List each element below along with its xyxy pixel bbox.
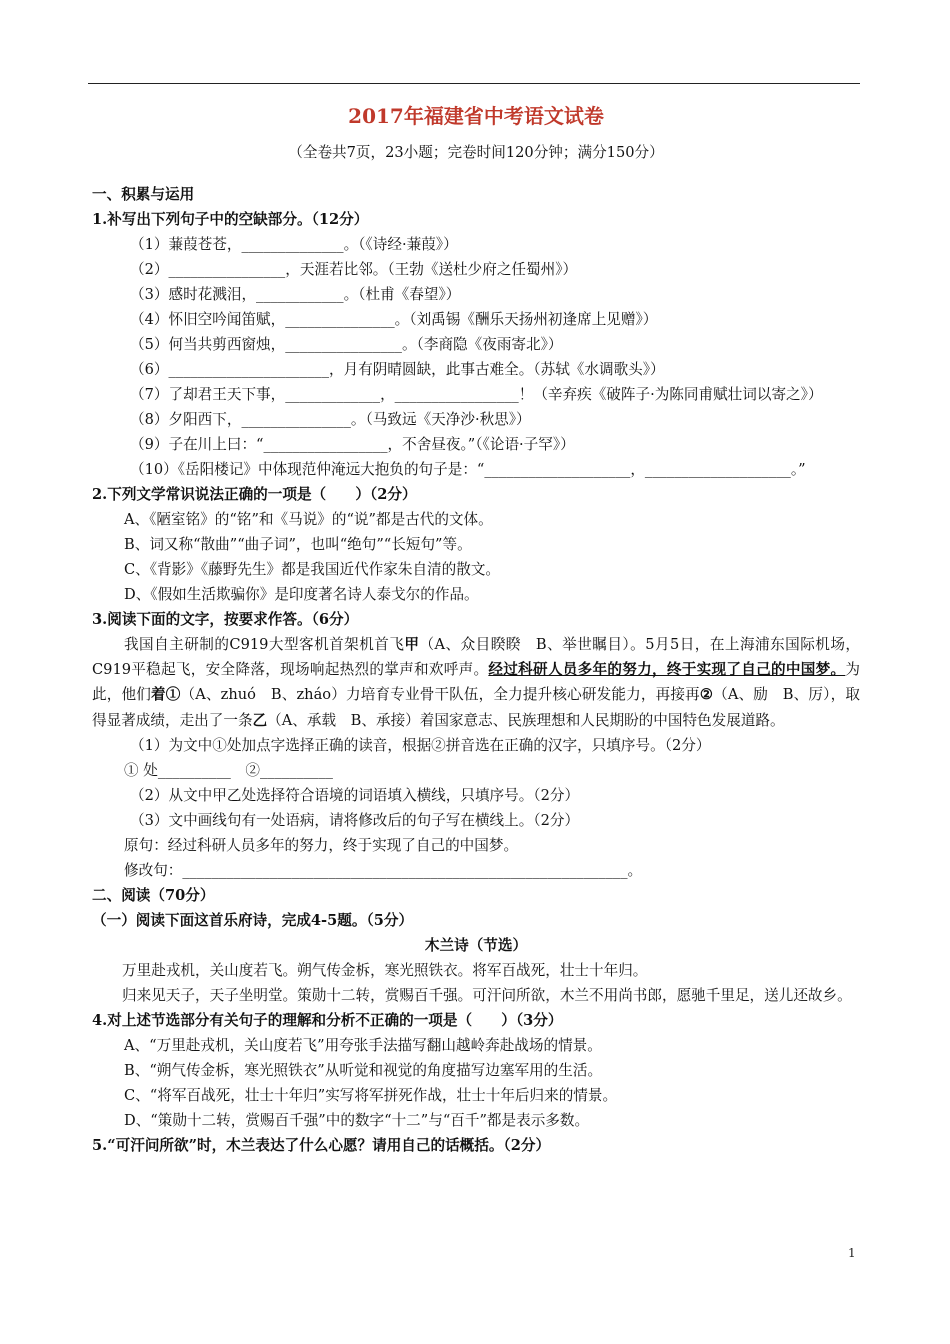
exam-title: 2017年福建省中考语文试卷 xyxy=(348,104,604,128)
q3-revised-sentence: 修改句：_____________________________________________________________。 xyxy=(124,861,643,879)
question-2-title: 2.下列文学常识说法正确的一项是（ ）（2分） xyxy=(92,486,417,503)
q1-item: （7）了却君王天下事，_____________，_________________！（辛弃疾《破阵子·为陈同甫赋壮词以寄之》） xyxy=(130,386,823,403)
reading-part-1-heading: （一）阅读下面这首乐府诗，完成4-5题。（5分） xyxy=(92,911,414,929)
question-1-title: 1.补写出下列句子中的空缺部分。（12分） xyxy=(92,211,369,228)
mark-jia: 甲 xyxy=(404,636,420,653)
passage-text: （A、承载 B、承接）着国家意志、民族理想和人民期盼的中国特色发展道路。 xyxy=(267,711,785,729)
section-heading-1: 一、积累与运用 xyxy=(92,186,195,203)
q3-original-sentence: 原句：经过科研人员多年的努力，终于实现了自己的中国梦。 xyxy=(124,836,519,854)
q1-item: （4）怀旧空吟闻笛赋，_______________。（刘禹锡《酬乐天扬州初逢席上见赠》） xyxy=(130,311,658,328)
q2-option: C、《背影》《藤野先生》都是我国近代作家朱自清的散文。 xyxy=(124,561,501,578)
circle-marker-1: ① xyxy=(165,686,181,704)
q1-item: （6）______________________，月有阴晴圆缺，此事古难全。（苏轼《水调歌头》） xyxy=(130,361,665,378)
passage-text: （A、众目睽睽 B、举世瞩目）。5月5日，在上海浦东国际机场，C919平稳起飞，安全降落，现场响起热烈的掌声和欢呼声。 xyxy=(92,636,860,679)
question-4-title: 4.对上述节选部分有关句子的理解和分析不正确的一项是（ ）（3分） xyxy=(92,1011,563,1029)
q3-passage xyxy=(92,632,860,733)
q4-option: B、“朔气传金柝，寒光照铁衣”从听觉和视觉的角度描写边塞军用的生活。 xyxy=(124,1061,603,1079)
exam-page xyxy=(92,100,860,1158)
passage-text: 为此，他们 xyxy=(92,661,860,704)
underlined-sentence: 经过科研人员多年的努力，终于实现了自己的中国梦。 xyxy=(488,661,846,679)
top-rule xyxy=(88,83,860,84)
q1-item: （1）蒹葭苍苍，______________。（《诗经·蒹葭》） xyxy=(130,236,458,253)
question-5-title: 5.“可汗问所欲”时，木兰表达了什么心愿？请用自己的话概括。（2分） xyxy=(92,1136,551,1154)
passage-text: （A、励 B、厉），取得显著成绩，走出了一条 xyxy=(92,686,860,729)
q3-sub: （3）文中画线句有一处语病，请将修改后的句子写在横线上。（2分） xyxy=(130,811,580,829)
q2-option: D、《假如生活欺骗你》是印度著名诗人泰戈尔的作品。 xyxy=(124,586,479,603)
mark-zhe: 着 xyxy=(151,686,166,704)
q1-item: （8）夕阳西下，_______________。（马致远《天净沙·秋思》） xyxy=(130,411,531,428)
circle-marker-2: ② xyxy=(699,686,714,704)
passage-text: 我国自主研制的C919大型客机首架机首飞 xyxy=(124,636,405,653)
q1-item: （5）何当共剪西窗烛，________________。（李商隐《夜雨寄北》） xyxy=(130,336,563,353)
poem-line: 归来见天子，天子坐明堂。策勋十二转，赏赐百千强。可汗问所欲，木兰不用尚书郎，愿驰千里足，送儿还故乡。 xyxy=(122,986,852,1004)
q1-item: （2）________________，天涯若比邻。（王勃《送杜少府之任蜀州》） xyxy=(130,261,578,278)
q2-option: B、词又称“散曲”“曲子词”，也叫“绝句”“长短句”等。 xyxy=(124,536,472,553)
q2-option: A、《陋室铭》的“铭”和《马说》的“说”都是古代的文体。 xyxy=(124,511,493,528)
q1-item: （9）子在川上曰：“_________________，不舍昼夜。”（《论语·子罕》） xyxy=(130,436,575,453)
q1-item: （3）感时花溅泪，____________。（杜甫《春望》） xyxy=(130,286,461,303)
mark-yi: 乙 xyxy=(252,711,268,729)
page-number: 1 xyxy=(848,1246,856,1260)
passage-text: （A、zhuó B、zháo）力培育专业骨干队伍，全力提升核心研发能力，再接再 xyxy=(180,686,700,704)
q1-item: （10）《岳阳楼记》中体现范仲淹远大抱负的句子是：“____________________，____________________。” xyxy=(130,461,806,478)
poem-title: 木兰诗（节选） xyxy=(424,936,528,954)
q3-answer-line: ① 处__________ ②__________ xyxy=(124,761,333,779)
exam-subtitle: （全卷共7页，23小题；完卷时间120分钟；满分150分） xyxy=(288,144,664,161)
section-heading-2: 二、阅读（70分） xyxy=(92,886,215,904)
q4-option: D、“策勋十二转，赏赐百千强”中的数字“十二”与“百千”都是表示多数。 xyxy=(124,1111,590,1129)
q4-option: A、“万里赴戎机，关山度若飞”用夸张手法描写翻山越岭奔赴战场的情景。 xyxy=(124,1036,602,1054)
question-3-title: 3.阅读下面的文字，按要求作答。（6分） xyxy=(92,611,359,628)
poem-line: 万里赴戎机，关山度若飞。朔气传金柝，寒光照铁衣。将军百战死，壮士十年归。 xyxy=(122,961,648,979)
q4-option: C、“将军百战死，壮士十年归”实写将军拼死作战，壮士十年后归来的情景。 xyxy=(124,1086,618,1104)
q3-sub: （1）为文中①处加点字选择正确的读音，根据②拼音选在正确的汉字，只填序号。（2分） xyxy=(130,736,711,754)
q3-sub: （2）从文中甲乙处选择符合语境的词语填入横线，只填序号。（2分） xyxy=(130,786,580,804)
